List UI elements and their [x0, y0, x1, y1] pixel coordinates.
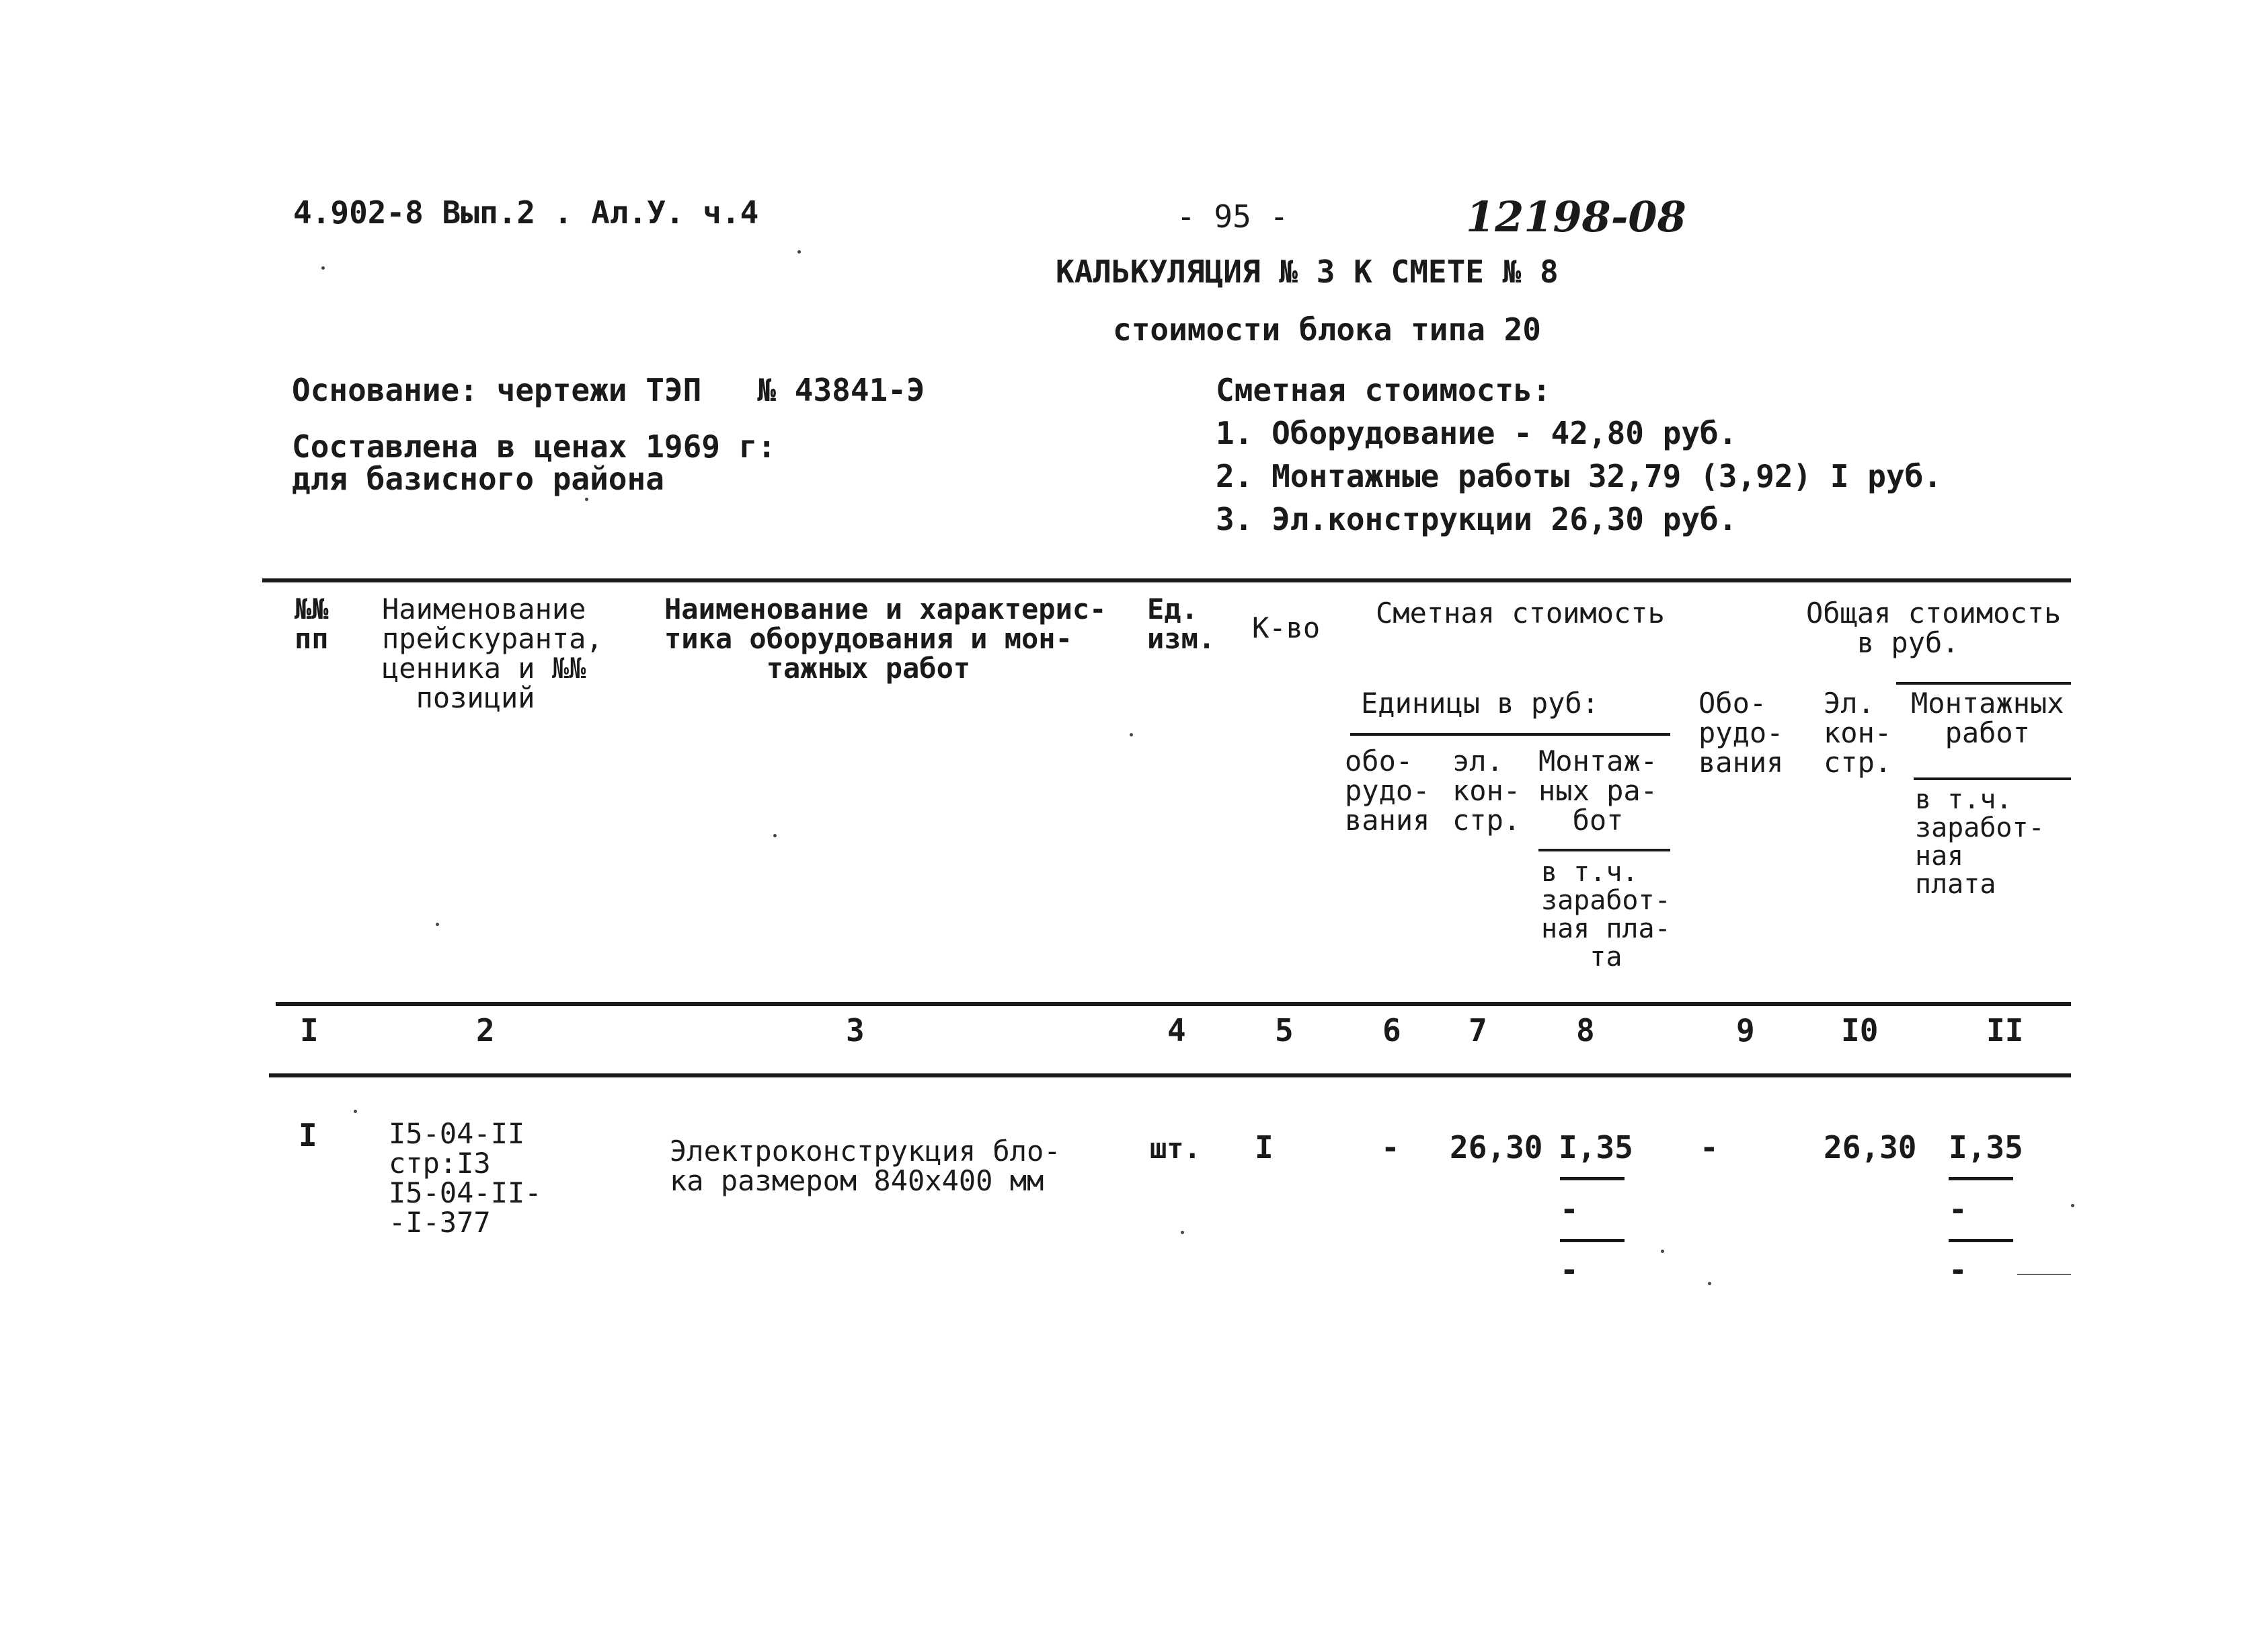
col-header-estimated: Сметная стоимость [1376, 597, 1665, 630]
scan-speck [354, 1110, 357, 1113]
col-number: 2 [476, 1012, 495, 1049]
unit-prices-rule [1350, 733, 1670, 736]
estimate-item-equipment: 1. Оборудование - 42,80 руб. [1216, 415, 1737, 451]
scan-speck [1708, 1282, 1711, 1285]
basis-region: для базисного района [292, 461, 664, 497]
col-header-unit: Ед. изм. [1147, 593, 1216, 656]
scan-speck [1130, 733, 1133, 736]
col-header-el-unit: эл. кон- стр. [1452, 745, 1521, 837]
scan-speck [585, 498, 588, 501]
document-title: КАЛЬКУЛЯЦИЯ № 3 К СМЕТЕ № 8 [1056, 254, 1559, 290]
row-name: Электроконструкция бло- ка размером 840х400 мм [670, 1135, 1061, 1198]
basis-drawings: Основание: чертежи ТЭП № 43841-Э [292, 372, 925, 408]
column-numbers-rule [269, 1073, 2071, 1077]
col-header-el-total: Эл. кон- стр. [1824, 687, 1892, 779]
row-el-total: 26,30 [1824, 1129, 1917, 1166]
col-header-mount-total: Монтажных работ [1911, 687, 2064, 750]
scan-speck [2071, 1204, 2074, 1207]
salary-underline [1949, 1177, 2013, 1180]
scan-speck [797, 250, 801, 254]
scan-speck [436, 923, 439, 926]
col-header-equip-unit: обо- рудо- вания [1345, 745, 1430, 837]
row-equip-unit: - [1381, 1129, 1400, 1166]
salary-underline [1949, 1239, 2013, 1242]
col-number: 6 [1382, 1012, 1401, 1049]
salary-underline [1560, 1177, 1625, 1180]
col-header-unit-prices: Единицы в руб: [1361, 687, 1600, 720]
scan-speck [321, 266, 325, 270]
col-header-total: Общая стоимость в руб. [1806, 597, 2062, 660]
col-header-salary-total: в т.ч. заработ- ная плата [1915, 784, 2045, 900]
total-header-rule [1896, 682, 2071, 685]
mount-unit-subrule [1538, 849, 1670, 851]
col-header-num: №№ пп [295, 593, 329, 656]
col-number: 7 [1469, 1012, 1487, 1049]
col-header-equip-total: Обо- рудо- вания [1698, 687, 1784, 779]
col-header-pricelist: Наименование прейскуранта, ценника и №№ позиций [382, 593, 603, 715]
row-pricelist: I5-04-II стр:I3 I5-04-II- -I-377 [389, 1117, 542, 1240]
estimate-item-constructions: 3. Эл.конструкции 26,30 руб. [1216, 501, 1737, 537]
row-equip-total: - [1700, 1129, 1719, 1166]
table-top-rule [262, 578, 2071, 582]
col-header-name: Наименование и характерис- тика оборудования и мон- тажных работ [664, 593, 1107, 685]
col-number: 5 [1275, 1012, 1294, 1049]
estimate-item-mounting: 2. Монтажные работы 32,79 (3,92) I руб. [1216, 458, 1943, 494]
header-bottom-rule [276, 1002, 2071, 1006]
document-subtitle: стоимости блока типа 20 [1113, 311, 1541, 348]
mount-total-subrule [1914, 777, 2071, 780]
col-number: 8 [1576, 1012, 1595, 1049]
col-number: I [300, 1012, 319, 1049]
archive-number: 12198-08 [1466, 192, 1686, 241]
row-salary-unit-extra: - [1560, 1252, 1579, 1288]
row-salary-total: - [1949, 1191, 1967, 1227]
col-number: I0 [1841, 1012, 1879, 1049]
scan-speck [1661, 1250, 1664, 1253]
trailing-dash [2017, 1274, 2071, 1275]
salary-underline [1560, 1239, 1625, 1242]
scan-speck [1181, 1231, 1184, 1234]
row-el-unit: 26,30 [1450, 1129, 1543, 1166]
col-header-qty: К-во [1252, 611, 1321, 644]
row-salary-unit: - [1560, 1191, 1579, 1227]
col-number: II [1986, 1012, 2024, 1049]
col-number: 3 [846, 1012, 865, 1049]
col-header-mount-unit: Монтаж- ных ра- бот [1538, 745, 1658, 837]
basis-prices: Составлена в ценах 1969 г: [292, 428, 777, 465]
row-qty: I [1255, 1129, 1274, 1166]
estimate-heading: Сметная стоимость: [1216, 372, 1551, 408]
row-salary-total-extra: - [1949, 1252, 1967, 1288]
col-header-salary-unit: в т.ч. заработ- ная пла- та [1541, 857, 1671, 973]
row-mount-unit: I,35 [1559, 1129, 1633, 1166]
col-number: 4 [1167, 1012, 1186, 1049]
col-number: 9 [1736, 1012, 1755, 1049]
row-unit: шт. [1150, 1132, 1201, 1165]
page-number: - 95 - [1177, 198, 1289, 235]
scan-speck [773, 834, 777, 837]
row-mount-total: I,35 [1949, 1129, 2023, 1166]
row-num: I [299, 1117, 317, 1153]
document-reference: 4.902-8 Вып.2 . Ал.У. ч.4 [293, 194, 759, 231]
